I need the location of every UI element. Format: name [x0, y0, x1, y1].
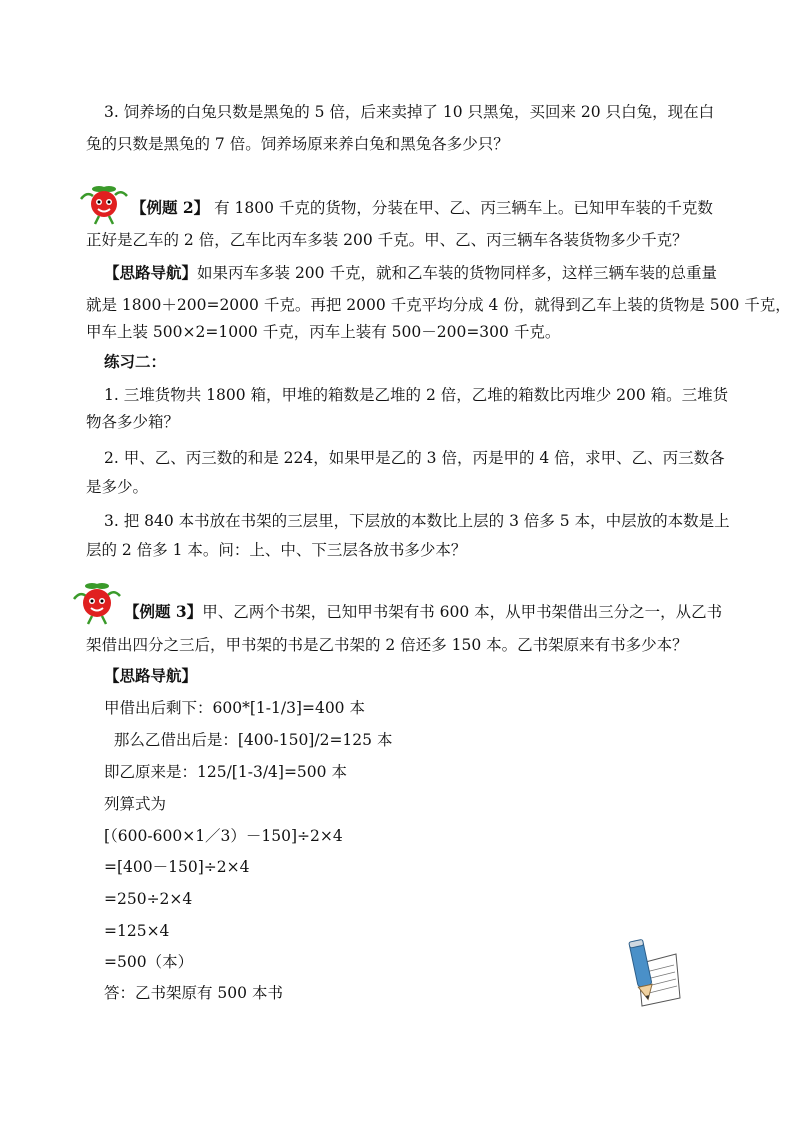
- example-3-step: =250÷2×4: [104, 890, 193, 908]
- example-3-step: 列算式为: [104, 795, 167, 813]
- example-3-step: 答：乙书架原有 500 本书: [104, 984, 283, 1002]
- example-2-guide-line-3: 甲车上装 500×2=1000 千克，丙车上装有 500－200=300 千克。: [86, 323, 561, 341]
- practice-2-q2-line-2: 是多少。: [86, 478, 149, 496]
- example-3-guide-label: 【思路导航】: [104, 666, 198, 685]
- example-3-tag: 【例题 3】: [124, 602, 203, 621]
- example-3-step: [（600-600×1／3）－150]÷2×4: [104, 827, 343, 845]
- apple-mascot-icon: [77, 183, 131, 225]
- practice-2-title: 练习二：: [104, 352, 167, 371]
- practice-2-q1-line-2: 物各多少箱？: [86, 413, 180, 431]
- practice-2-q3-line-1: 3. 把 840 本书放在书架的三层里，下层放的本数比上层的 3 倍多 5 本，中层放的本数是上: [104, 512, 730, 530]
- practice-2-q1-line-1: 1. 三堆货物共 1800 箱，甲堆的箱数是乙堆的 2 倍，乙堆的箱数比丙堆少 200 箱。三堆货: [104, 386, 729, 404]
- example-3-line-2: 架借出四分之三后，甲书架的书是乙书架的 2 倍还多 150 本。乙书架原来有书多少本？: [86, 636, 688, 654]
- apple-mascot-icon: [70, 579, 124, 625]
- practice-2-q2-line-1: 2. 甲、乙、丙三数的和是 224，如果甲是乙的 3 倍，丙是甲的 4 倍，求甲、乙、丙三数各: [104, 449, 725, 467]
- example-3-step: 甲借出后剩下：600*[1-1/3]=400 本: [104, 699, 365, 717]
- example-3-step: =[400－150]÷2×4: [104, 858, 250, 876]
- practice-2-q3-line-2: 层的 2 倍多 1 本。问：上、中、下三层各放书多少本？: [86, 541, 467, 559]
- example-3-step: 即乙原来是：125/[1-3/4]=500 本: [104, 763, 347, 781]
- example-2-guide-line-1: [104, 262, 717, 284]
- problem-3-line-1: 3. 饲养场的白兔只数是黑兔的 5 倍，后来卖掉了 10 只黑兔，买回来 20 只白兔，现在白: [104, 103, 715, 121]
- example-3-line-1: [124, 601, 722, 623]
- example-3-step: =500（本）: [104, 953, 194, 971]
- example-3-step: 那么乙借出后是：[400-150]/2=125 本: [104, 731, 393, 749]
- example-2-tag: 【例题 2】: [131, 198, 210, 217]
- problem-3-line-2: 兔的只数是黑兔的 7 倍。饲养场原来养白兔和黑兔各多少只？: [86, 135, 509, 153]
- example-2-guide-text-1: 如果丙车多装 200 千克，就和乙车装的货物同样多，这样三辆车装的总重量: [197, 264, 717, 282]
- example-2-line-2: 正好是乙车的 2 倍，乙车比丙车多装 200 千克。甲、乙、丙三辆车各装货物多少千克？: [86, 231, 688, 249]
- example-2-guide-label: 【思路导航】: [104, 263, 198, 282]
- example-3-step: =125×4: [104, 922, 170, 940]
- pencil-paper-icon: [624, 936, 682, 1008]
- example-2-guide-line-2: 就是 1800＋200=2000 千克。再把 2000 千克平均分成 4 份，就得到乙车上装的货物是 500 千克，: [86, 296, 791, 314]
- example-2-text-1: 有 1800 千克的货物，分装在甲、乙、丙三辆车上。已知甲车装的千克数: [209, 199, 713, 217]
- example-2-line-1: [131, 197, 713, 219]
- example-3-text-1: 甲、乙两个书架，已知甲书架有书 600 本，从甲书架借出三分之一，从乙书: [202, 603, 723, 621]
